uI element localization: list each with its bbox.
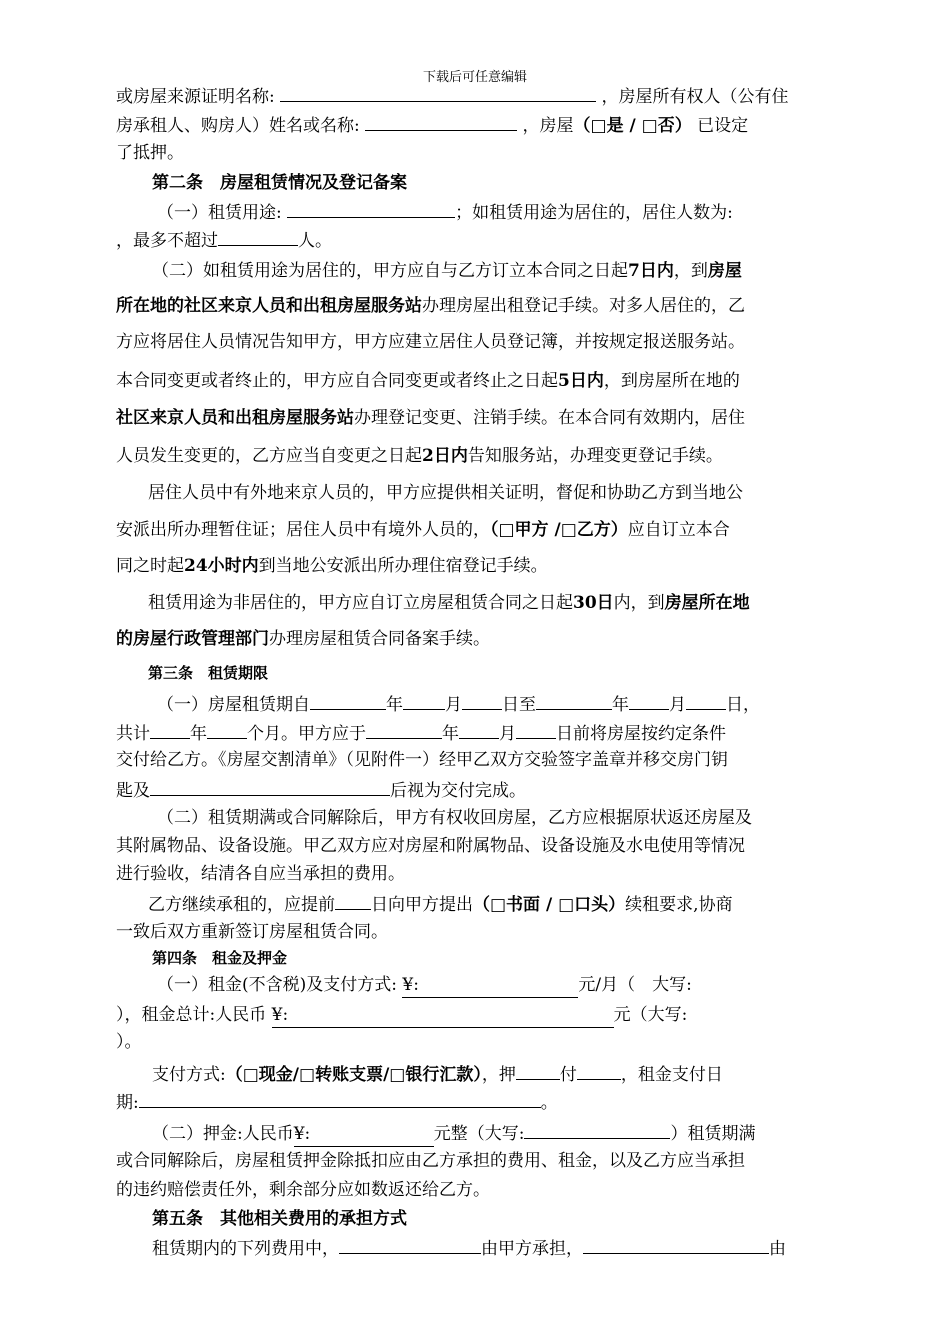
- text: 年: [442, 724, 459, 744]
- checkbox-option[interactable]: （□书面 / □口头）: [473, 895, 626, 915]
- text: 元整（大写:: [433, 1124, 525, 1144]
- text-line: [116, 444, 836, 468]
- article-heading: 第三条 租赁期限: [148, 664, 269, 682]
- text-line: [116, 777, 836, 803]
- text: 支付方式:: [152, 1065, 226, 1085]
- text: 付: [559, 1065, 577, 1085]
- blank-field[interactable]: [536, 691, 612, 710]
- text-line: （二）租赁期满或合同解除后，甲方有权收回房屋，乙方应根据原状返还房屋及: [157, 808, 752, 828]
- text-line: 了抵押。: [116, 143, 184, 163]
- text: ，到: [673, 261, 708, 281]
- blank-field[interactable]: [366, 720, 442, 739]
- text: 年: [386, 695, 403, 715]
- text: 房屋: [707, 261, 742, 281]
- text-line: [116, 518, 836, 542]
- blank-field[interactable]: [524, 1120, 670, 1139]
- text: 日前将房屋按约定条件: [556, 724, 726, 744]
- blank-field[interactable]: [218, 227, 298, 246]
- text-line: 或合同解除后，房屋租赁押金除抵扣应由乙方承担的费用、租金，以及乙方应当承担: [116, 1151, 745, 1171]
- label: （一）租赁用途:: [157, 203, 282, 223]
- text: 日至: [502, 695, 536, 715]
- text: 期:: [116, 1093, 139, 1113]
- deposit-amount-field[interactable]: [294, 1122, 434, 1147]
- text: 办理登记变更、注销手续。在本合同有效期内，居住: [354, 408, 745, 428]
- text: 的房屋行政管理部门: [116, 629, 269, 649]
- checkbox-option[interactable]: （□现金/□转账支票/□银行汇款）: [225, 1065, 482, 1085]
- text: 本合同变更或者终止的，甲方应自合同变更或者终止之日起: [116, 371, 558, 391]
- text: （一）房屋租赁期自: [157, 695, 310, 715]
- text: 个月。甲方应于: [247, 724, 366, 744]
- text: ，押: [481, 1065, 516, 1085]
- checkbox-option[interactable]: （□甲方 /□乙方）: [490, 520, 628, 540]
- blank-field[interactable]: [459, 720, 499, 739]
- text: ，租金支付日: [620, 1065, 723, 1085]
- text: 后视为交付完成。: [390, 781, 526, 801]
- text: 已设定: [697, 116, 749, 136]
- article-heading: 第四条 租金及押金: [152, 949, 288, 967]
- text: 告知服务站，办理变更登记手续。: [467, 446, 723, 466]
- blank-field[interactable]: [287, 199, 455, 218]
- text: ，房屋: [522, 116, 574, 136]
- text: 到当地公安派出所办理住宿登记手续。: [258, 556, 548, 576]
- text: 月: [499, 724, 516, 744]
- text: 人员发生变更的，乙方应当自变更之日起: [116, 446, 422, 466]
- text: ¥:: [271, 1005, 289, 1025]
- text: 共计: [116, 724, 150, 744]
- text: 人。: [298, 231, 332, 251]
- blank-field[interactable]: [365, 112, 517, 131]
- page-header: 下载后可任意编辑: [422, 70, 527, 85]
- text: ，最多不超过: [116, 231, 218, 251]
- text-line: [116, 406, 836, 430]
- text: 元（大写:: [613, 1005, 688, 1025]
- text: 续租要求,协商: [625, 895, 733, 915]
- text-line: （一）房屋租赁期自 年 月 日至 年 月 日，: [157, 691, 877, 717]
- text-line: [157, 199, 877, 225]
- rent-amount-field[interactable]: [402, 973, 578, 998]
- text: 由: [769, 1239, 786, 1259]
- text: 房屋所在地: [664, 593, 750, 613]
- text: ），租金总计:人民币: [116, 1005, 267, 1025]
- blank-field[interactable]: [583, 1235, 769, 1254]
- text-line: [152, 1120, 872, 1147]
- article-heading: 第二条 房屋租赁情况及登记备案: [152, 173, 407, 193]
- blank-field[interactable]: [310, 691, 386, 710]
- text-line: [116, 720, 836, 746]
- text: 所在地的社区来京人员和出租房屋服务站: [116, 296, 422, 316]
- text: 办理房屋租赁合同备案手续。: [269, 629, 490, 649]
- text-line: [116, 83, 836, 109]
- text: 匙及: [116, 781, 150, 801]
- text-line: [116, 1003, 836, 1028]
- checkbox-option[interactable]: （□是 / □否）: [573, 116, 692, 136]
- text-line: 的违约赔偿责任外，剩余部分应如数返还给乙方。: [116, 1180, 490, 1200]
- text: 月: [669, 695, 686, 715]
- text: 由甲方承担，: [481, 1239, 583, 1259]
- text-line: [116, 369, 836, 393]
- text: 内，到: [613, 593, 665, 613]
- text: 年: [190, 724, 207, 744]
- text: ）租赁期满: [670, 1124, 756, 1144]
- text-line: [152, 1235, 872, 1261]
- text-line: 方应将居住人员情况告知甲方，甲方应建立居住人员登记簿，并按规定报送服务站。: [116, 332, 745, 352]
- blank-field[interactable]: [462, 691, 502, 710]
- rent-total-field[interactable]: [272, 1003, 614, 1028]
- article-heading: 第五条 其他相关费用的承担方式: [152, 1209, 407, 1229]
- text-line: [152, 1061, 872, 1087]
- text-line: [148, 891, 868, 917]
- text: 办理房屋出租登记手续。对多人居住的，乙: [422, 296, 745, 316]
- text-line: ）。: [116, 1032, 142, 1052]
- text-line: [152, 259, 872, 283]
- text: ¥:: [293, 1124, 311, 1144]
- text-line: [116, 627, 836, 651]
- text: 月: [445, 695, 462, 715]
- text: ；如租赁用途为居住的，居住人数为:: [455, 203, 733, 223]
- blank-field[interactable]: [150, 777, 390, 796]
- text-line: 居住人员中有外地来京人员的，甲方应提供相关证明，督促和协助乙方到当地公: [148, 483, 743, 503]
- text: ¥:: [402, 975, 419, 995]
- text: ，房屋所有权人（公有住: [601, 87, 789, 107]
- blank-field[interactable]: [629, 691, 669, 710]
- text-line: [157, 973, 877, 998]
- text: 日向甲方提出: [371, 895, 473, 915]
- text: （二）如租赁用途为居住的，甲方应自与乙方订立本合同之日起: [152, 261, 628, 281]
- text: 7日内: [628, 261, 674, 281]
- text: 同之时起: [116, 556, 184, 576]
- text: ，到房屋所在地的: [603, 371, 740, 391]
- text: 社区来京人员和出租房屋服务站: [116, 408, 354, 428]
- text-line: [116, 1089, 836, 1115]
- text: 24小时内: [184, 556, 259, 576]
- blank-field[interactable]: [139, 1089, 541, 1108]
- text-line: 交付给乙方。《房屋交割清单》（见附件一）经甲乙双方交验签字盖章并移交房门钥: [116, 750, 728, 770]
- text-line: [116, 227, 836, 253]
- blank-field[interactable]: [516, 1061, 560, 1080]
- text: 30日: [573, 593, 614, 613]
- text: 5日内: [558, 371, 604, 391]
- text: 。: [540, 1093, 558, 1113]
- text: （二）押金:人民币: [152, 1124, 294, 1144]
- blank-field[interactable]: [577, 1061, 621, 1080]
- text: 元/月（ 大写:: [578, 975, 692, 995]
- blank-field[interactable]: [403, 691, 445, 710]
- blank-field[interactable]: [335, 891, 371, 910]
- text: 日: [726, 695, 743, 715]
- blank-field[interactable]: [686, 691, 726, 710]
- blank-field[interactable]: [516, 720, 556, 739]
- text: 租赁用途为非居住的，甲方应自订立房屋租赁合同之日起: [148, 593, 573, 613]
- text-line: 一致后双方重新签订房屋租赁合同。: [116, 922, 388, 942]
- label: 房承租人、购房人）姓名或名称:: [116, 116, 360, 136]
- text: 应自订立本合: [627, 520, 730, 540]
- label: 或房屋来源证明名称:: [116, 87, 275, 107]
- text-line: [148, 591, 868, 615]
- blank-field[interactable]: [339, 1235, 481, 1254]
- text: 安派出所办理暂住证；居住人员中有境外人员的，: [116, 520, 490, 540]
- text: 租赁期内的下列费用中，: [152, 1239, 339, 1259]
- blank-field[interactable]: [150, 720, 190, 739]
- blank-field[interactable]: [207, 720, 247, 739]
- text: 2日内: [422, 446, 468, 466]
- text-line: [116, 554, 836, 578]
- text: （一）租金(不含税)及支付方式:: [157, 975, 397, 995]
- text: 年: [612, 695, 629, 715]
- text: 乙方继续承租的，应提前: [148, 895, 335, 915]
- text-line: 进行验收，结清各自应当承担的费用。: [116, 864, 405, 884]
- text-line: [116, 112, 836, 138]
- text-line: [116, 294, 836, 318]
- text-line: 其附属物品、设备设施。甲乙双方应对房屋和附属物品、设备设施及水电使用等情况: [116, 836, 745, 856]
- blank-field[interactable]: [280, 83, 596, 102]
